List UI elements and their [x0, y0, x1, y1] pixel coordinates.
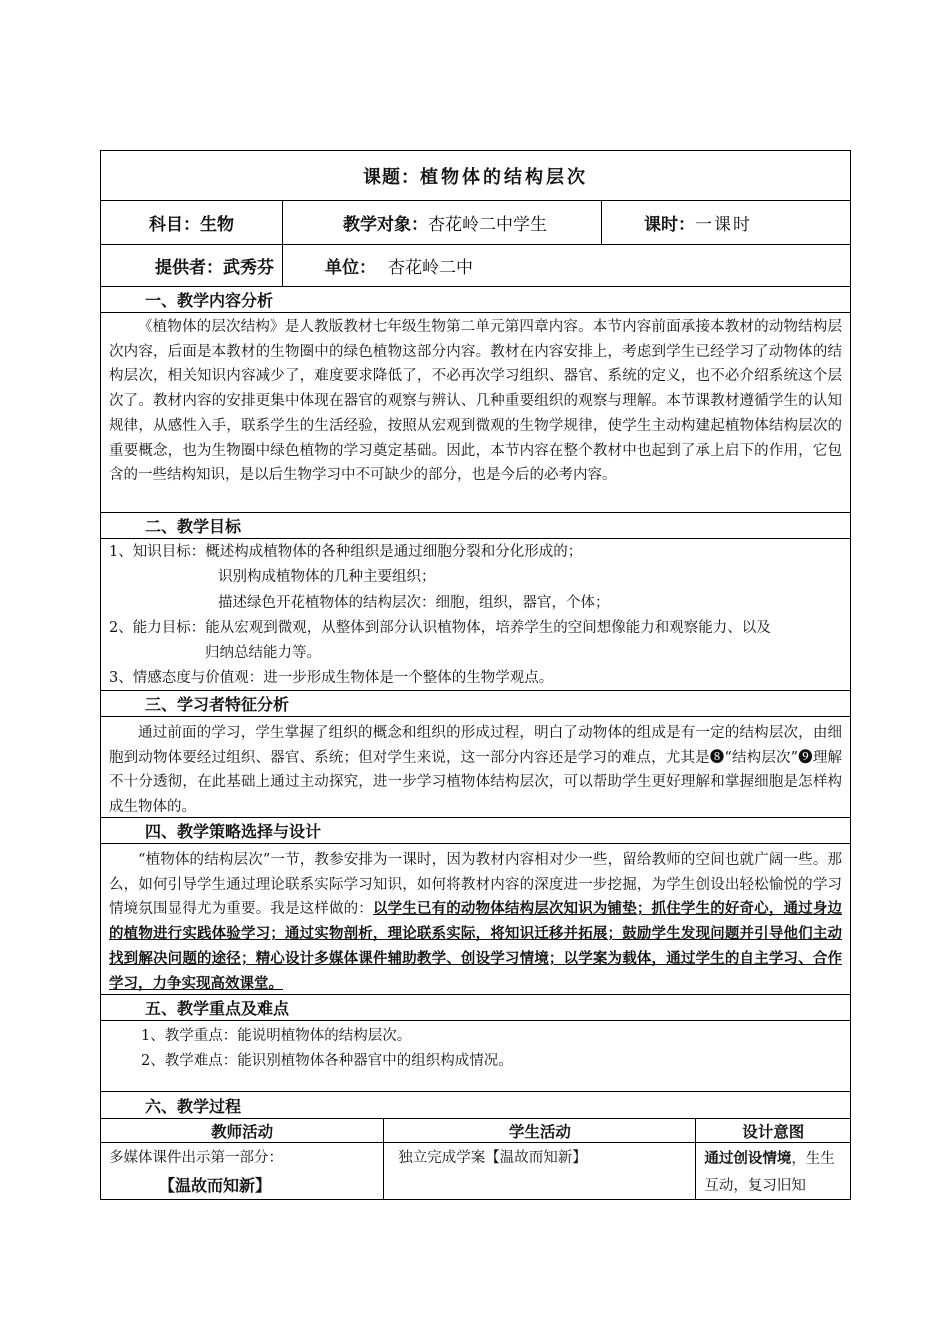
- process-table-header: [100, 1118, 851, 1142]
- section-6-heading: 六、教学过程: [100, 1091, 851, 1118]
- design-intent-text: ，生生互动，复习旧知: [704, 1151, 835, 1194]
- hours-label: 课时：: [644, 215, 695, 235]
- goal-ability-2: 归纳总结能力等。: [205, 645, 321, 662]
- unit-label: 单位：: [325, 258, 376, 278]
- student-activity-cell: [383, 1143, 695, 1199]
- design-intent-bold: 通过创设情境: [704, 1150, 792, 1167]
- section-3-content: 通过前面的学习，学生掌握了组织的概念和组织的形成过程，明白了动物体的组成是有一定的结构层次，由细胞到动物体要经过组织、器官、系统；但对学生来说，这一部分内容还是学习的难点，尤其是❽“结构层次”❾理解不十分透彻，在此基础上通过主动探究，进一步学习植物体结构层次，可以帮助学生更好理解和掌握细胞是怎样构成生物体的。: [100, 716, 851, 817]
- section-5-content: [100, 1020, 851, 1091]
- title-row: [100, 150, 851, 200]
- title-prefix: 课题：: [363, 166, 420, 188]
- difficult-point: 2、教学难点：能识别植物体各种器官中的组织构成情况。: [141, 1053, 513, 1070]
- hours-cell: [601, 201, 850, 244]
- provider-cell: [101, 245, 282, 286]
- key-point: 1、教学重点：能说明植物体的结构层次。: [141, 1028, 412, 1044]
- goal-knowledge-3: 描述绿色开花植物体的结构层次：细胞，组织，器官，个体；: [218, 594, 610, 611]
- col-design-intent: 设计意图: [695, 1119, 850, 1142]
- section-2-content: [100, 538, 851, 690]
- target-label: 教学对象：: [343, 215, 428, 235]
- info-row-1: [100, 200, 851, 244]
- lesson-plan-document: [100, 150, 851, 1200]
- lesson-title: 植物体的结构层次: [420, 166, 588, 188]
- teacher-activity-text: 多媒体课件出示第一部分：: [109, 1150, 283, 1166]
- goal-knowledge-2: 识别构成植物体的几种主要组织；: [218, 569, 436, 586]
- section-5-heading: 五、教学重点及难点: [100, 994, 851, 1020]
- provider-value: 武秀芬: [223, 258, 274, 278]
- goal-attitude: 3、情感态度与价值观：进一步形成生物体是一个整体的生物学观点。: [109, 670, 554, 687]
- section-4-heading: 四、教学策略选择与设计: [100, 817, 851, 843]
- provider-label: 提供者：: [155, 258, 223, 278]
- target-cell: [282, 201, 601, 244]
- section-2-heading: 二、教学目标: [100, 512, 851, 538]
- section-1-content: 《植物体的层次结构》是人教版教材七年级生物第二单元第四章内容。本节内容前面承接本教材的动物结构层次内容，后面是本教材的生物圈中的绿色植物这部分内容。教材在内容安排上，考虑到学生已经学习了动物体的结构层次，相关知识内容减少了，难度要求降低了，不必再次学习组织、器官、系统的定义，也不必介绍系统这个层次了。教材内容的安排更集中体现在器官的观察与辨认、几种重要组织的观察与理解。本节课教材遵循学生的认知规律，从感性入手，联系学生的生活经验，按照从宏观到微观的生物学规律，使学生主动构建起植物体结构层次的重要概念，也为生物圈中绿色植物的学习奠定基础。因此，本节内容在整个教材中也起到了承上启下的作用，它包含的一些结构知识，是以后生物学习中不可缺少的部分，也是今后的必考内容。: [100, 312, 851, 512]
- design-intent-cell: [695, 1143, 850, 1199]
- subject-label: 科目：: [149, 215, 200, 235]
- subject-cell: [101, 201, 282, 244]
- strategy-highlight: 以学生已有的动物体结构层次知识为铺垫；抓住学生的好奇心，通过身边的植物进行实践体验学习；通过实物剖析，理论联系实际，将知识迁移并拓展；鼓励学生发现问题并引导他们主动找到解决问题的途径；精心设计多媒体课件辅助教学、创设学习情境；以学案为载体，通过学生的自主学习、合作学习，力争实现高效课堂。: [109, 900, 842, 992]
- teacher-activity-topic: 【温故而知新】: [159, 1176, 272, 1195]
- col-student-activity: 学生活动: [383, 1119, 695, 1142]
- subject-value: 生物: [200, 215, 234, 235]
- strategy-intro: “植物体的结构层次”一节，教参安排为一课时，因为教材内容相对少一些，留给教师的空间也就广阔一些。那么，如何引导学生通过理论联系实际学习知识，如何将教材内容的深度进一步挖掘，为学生创设出轻松愉悦的学习情境氛围显得尤为重要。我是这样做的：: [109, 852, 842, 918]
- col-teacher-activity: 教师活动: [211, 1121, 274, 1141]
- target-value: 杏花岭二中学生: [428, 215, 547, 235]
- section-3-heading: 三、学习者特征分析: [100, 690, 851, 716]
- unit-value: 杏花岭二中: [388, 258, 473, 278]
- unit-cell: [282, 245, 850, 286]
- section-1-heading: 一、教学内容分析: [100, 286, 851, 312]
- student-activity-text: 独立完成学案【温故而知新】: [398, 1150, 587, 1166]
- hours-value: 一课时: [695, 215, 752, 235]
- teacher-activity-cell: [101, 1143, 383, 1199]
- goal-knowledge-1: 1、知识目标：概述构成植物体的各种组织是通过细胞分裂和分化形成的；: [109, 544, 583, 560]
- goal-ability-1: 2、能力目标：能从宏观到微观，从整体到部分认识植物体，培养学生的空间想像能力和观察能力、以及: [109, 619, 771, 636]
- info-row-2: [100, 244, 851, 286]
- process-row-1: [100, 1142, 851, 1200]
- section-4-content: [100, 843, 851, 994]
